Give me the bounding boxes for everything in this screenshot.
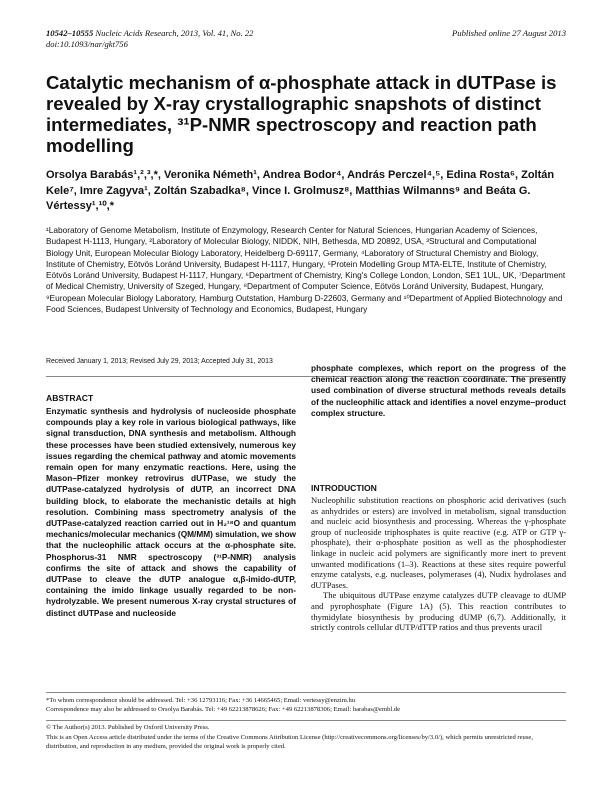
abstract-text-right: phosphate complexes, which report on the progress of the chemical reaction along the reaction coordinate. The presently used combination of diverse structural methods reveals details of the nucleophilic attack and identifies a novel enzyme–product complex structure.	[311, 363, 566, 418]
header-journal: Nucleic Acids Research, 2013, Vol. 41, No. 22	[93, 28, 254, 38]
article-title: Catalytic mechanism of α-phosphate attack in dUTPase is revealed by X-ray crystallographic snapshots of distinct intermediates, ³¹P-NMR spectroscopy and reaction path modelling	[46, 72, 557, 156]
intro-paragraph-2: The ubiquitous dUTPase enzyme catalyzes dUTP cleavage to dUMP and pyrophosphate (Figure 1A) (5). This reaction contributes to thymidylate biosynthesis by producing dUMP (6,7). Additionally, it strictly controls cellular dUTP/dTTP ratios and thus prevents uracil	[311, 590, 566, 633]
introduction-heading: INTRODUCTION	[311, 483, 377, 493]
intro-paragraph-1: Nucleophilic substitution reactions on phosphoric acid derivatives (such as anhydrides or esters) are involved in metabolism, signal transduction and nucleic acid biosynthesis and processing. Whereas the γ-phosphate group of nucleoside triphosphates is quite reactive (e.g. ATP or GTP γ-phosphate), their α-phosphate position as well as the phosphodiester linkage in nucleic acid polymers are significantly more inert to prevent unwanted modifications (1–3). Reactions at these sites require powerful enzyme catalysts, e.g. nucleases, polymerases (4), Nudix hydrolases and dUTPases.	[311, 495, 566, 590]
abstract-heading: ABSTRACT	[46, 393, 94, 403]
header-citation	[46, 28, 253, 38]
author-list: Orsolya Barabás¹,²,³,*, Veronika Németh¹, Andrea Bodor⁴, András Perczel⁴,⁵, Edina Rosta⁶, Zoltán Kele⁷, Imre Zagyva¹, Zoltán Szabadka⁸, Vince I. Grolmusz⁸, Matthias Wilmanns⁹ and Beáta G. Vértessy¹,¹⁰,*	[46, 169, 555, 212]
affiliations: ¹Laboratory of Genome Metabolism, Institute of Enzymology, Research Center for Natural Sciences, Hungarian Academy of Sciences, Budapest H-1113, Hungary, ²Laboratory of Molecular Biology, NIDDK, NIH, Bethesda, MD 20892, USA, ³Structural and Computational Biology Unit, European Molecular Biology Laboratory, Heidelberg D-69117, Germany, ⁴Laboratory of Structural Chemistry and Biology, Institute of Chemistry, Eötvös Loránd University, Budapest H-1117, Hungary, ⁵Protein Modelling Group MTA-ELTE, Institute of Chemistry, Eötvös Loránd University, Budapest H-1117, Hungary, ⁶Department of Chemistry, King's College London, London, SE1 1UL, UK, ⁷Department of Medical Chemistry, University of Szeged, Hungary, ⁸Department of Computer Science, Eötvös Loránd University, Budapest, Hungary, ⁹European Molecular Biology Laboratory, Hamburg Outstation, Hamburg D-22603, Germany and ¹⁰Department of Applied Biotechnology and Food Sciences, Budapest University of Technology and Economics, Budapest, Hungary	[46, 225, 566, 315]
header-doi: doi:10.1093/nar/gkt756	[46, 39, 128, 49]
header-published: Published online 27 August 2013	[452, 28, 566, 38]
divider-license	[46, 720, 566, 721]
abstract-text-left: Enzymatic synthesis and hydrolysis of nucleoside phosphate compounds play a key role in various biological pathways, like signal transduction, DNA synthesis and metabolism. Although these processes have been studied extensively, numerous key issues regarding the chemical pathway and atomic movements remain open for many enzymatic reactions. Here, using the Mason–Pfizer monkey retrovirus dUTPase, we study the dUTPase-catalyzed hydrolysis of dUTP, an incorrect DNA building block, to elaborate the mechanistic details at high resolution. Combining mass spectrometry analysis of the dUTPase-catalyzed reaction carried out in H₂¹⁸O and quantum mechanics/molecular mechanics (QM/MM) simulation, we show that the nucleophilic attack occurs at the α-phosphate site. Phosphorus-31 NMR spectroscopy (³¹P-NMR) analysis confirms the site of attack and shows the capability of dUTPase to cleave the dUTP analogue α,β-imido-dUTP, containing the imido linkage usually regarded to be non-hydrolyzable. We present numerous X-ray crystal structures of distinct dUTPase and nucleoside	[46, 406, 296, 618]
footnote-correspondence-2: Correspondence may also be addressed to Orsolya Barabás. Tel: +49 62213878626; Fax: +49 62213878306; Email: barabas@embl.de	[46, 706, 401, 713]
footnote-copyright: © The Author(s) 2013. Published by Oxford University Press.	[46, 724, 210, 731]
footnote-license: This is an Open Access article distributed under the terms of the Creative Commons Attribution License (http://creativecommons.org/licenses/by/3.0/), which permits unrestricted reuse, distribution, and reproduction in any medium, provided the original work is properly cited.	[46, 734, 533, 750]
introduction-text	[311, 495, 566, 633]
header-pages: 10542–10555	[46, 28, 94, 38]
footnote-correspondence-1: *To whom correspondence should be addressed. Tel: +36 12793116; Fax: +36 14665465; Email: vertessy@enzim.hu	[46, 697, 356, 704]
received-dates: Received January 1, 2013; Revised July 29, 2013; Accepted July 31, 2013	[46, 358, 273, 365]
divider-footnotes	[46, 692, 566, 693]
